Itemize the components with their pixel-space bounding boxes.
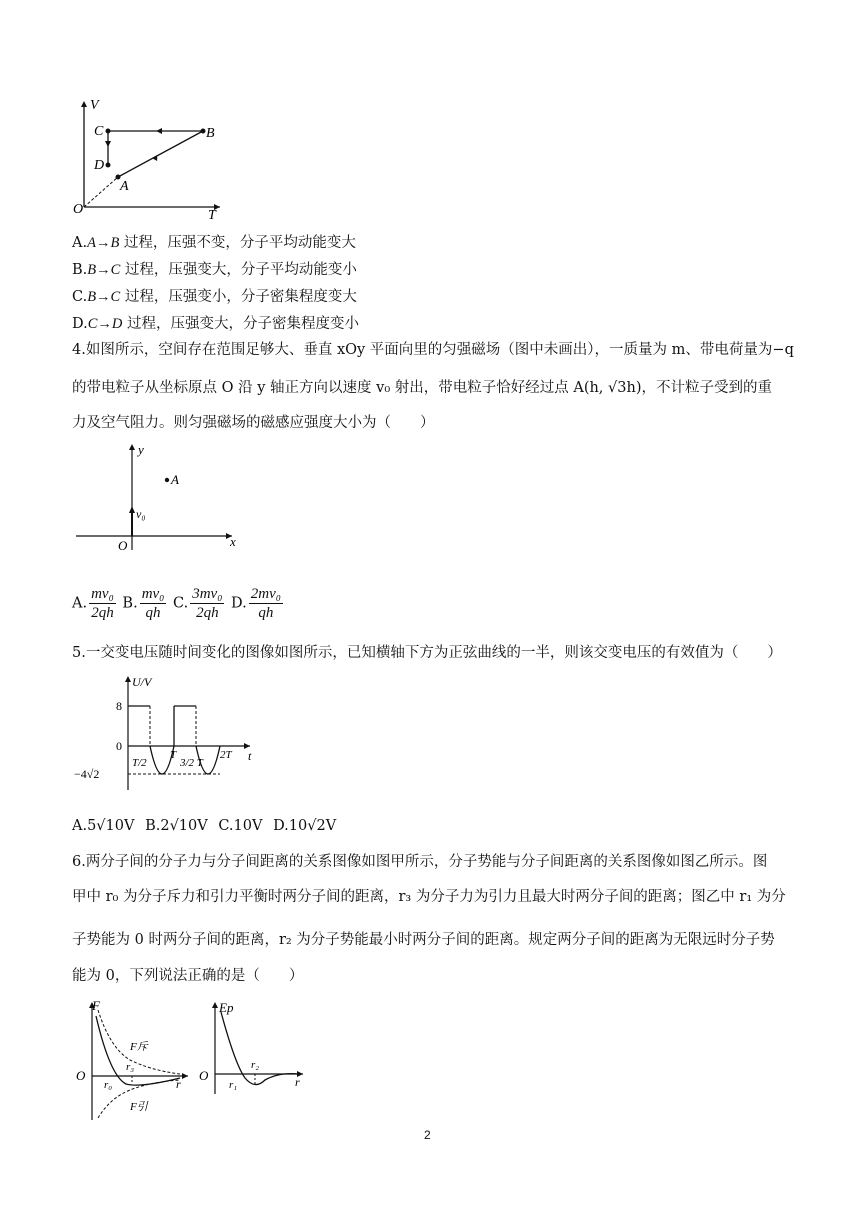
q6-stem-line4: 能为 0，下列说法正确的是（ ） bbox=[72, 968, 304, 984]
q5-option-a: A.5√10V bbox=[72, 818, 135, 834]
q5-axis-u-label: U/V bbox=[132, 675, 152, 689]
q5-option-d: D.10√2V bbox=[273, 818, 337, 834]
q6-figure-b bbox=[195, 998, 310, 1098]
q5-option-c: C.10V bbox=[218, 818, 263, 834]
q5-val-0: 0 bbox=[116, 739, 122, 753]
q4-figure bbox=[72, 440, 242, 555]
axis-v-label: V bbox=[90, 98, 99, 113]
q6b-r-label: r bbox=[295, 1075, 300, 1089]
q5-t-half: T/2 bbox=[132, 757, 147, 769]
q3-option-d: D.C→D 过程，压强变大，分子密集程度变小 bbox=[72, 316, 359, 332]
q6a-r0-label: r₀ bbox=[104, 1079, 113, 1091]
q4-origin-label: O bbox=[118, 538, 128, 553]
q6b-origin-label: O bbox=[199, 1068, 209, 1083]
q3-option-a: A.A→B 过程，压强不变，分子平均动能变大 bbox=[72, 235, 356, 251]
q6b-r2-label: r₂ bbox=[251, 1059, 260, 1071]
point-b-label: B bbox=[206, 126, 215, 141]
q4-v0-label: v₀ bbox=[136, 507, 146, 521]
q5-t-2T: 2T bbox=[220, 749, 232, 761]
point-d-label: D bbox=[94, 158, 105, 173]
q6a-r3-label: r₃ bbox=[126, 1061, 135, 1073]
q4-point-a-label: A bbox=[171, 472, 179, 487]
q3-option-c: C.B→C 过程，压强变小，分子密集程度变大 bbox=[72, 289, 357, 305]
q5-val-8: 8 bbox=[116, 699, 122, 713]
q6b-r1-label: r₁ bbox=[229, 1079, 238, 1091]
q6a-r-label: r bbox=[176, 1077, 181, 1091]
q6-figure-a bbox=[70, 998, 195, 1122]
q6-stem-line2: 甲中 r₀ 为分子斥力和引力平衡时两分子间的距离，r₃ 为分子力为引力且最大时两分子间的距离；图乙中 r₁ 为分 bbox=[72, 889, 786, 905]
q6b-ep-label: Ep bbox=[219, 1000, 234, 1015]
q6a-f-label: F bbox=[92, 998, 100, 1013]
q4-stem-line1: 4.如图所示，空间存在范围足够大、垂直 xOy 平面向里的匀强磁场（图中未画出），一质量为 m、带电荷量为−q bbox=[72, 342, 794, 358]
q4-option-a-frac: $\frac{\text{mv₀}}{2qh}$ bbox=[91, 586, 114, 621]
page-number: 2 bbox=[424, 1128, 431, 1142]
q4-stem-line3: 力及空气阻力。则匀强磁场的磁感应强度大小为（ ） bbox=[72, 415, 435, 431]
q4-x-label: x bbox=[230, 534, 236, 549]
origin-label: O bbox=[73, 202, 84, 217]
q4-option-d-frac: $\frac{\text{2mv₀}}{qh}$ bbox=[250, 586, 281, 621]
q6-stem-line1: 6.两分子间的分子力与分子间距离的关系图像如图甲所示，分子势能与分子间距离的关系图像如图乙所示。图 bbox=[72, 854, 768, 870]
q5-t-3half: 3/2 T bbox=[180, 757, 203, 769]
vt-diagram bbox=[70, 95, 230, 220]
point-a-label: A bbox=[120, 179, 129, 194]
q4-stem-line2: 的带电粒子从坐标原点 O 沿 y 轴正方向以速度 v₀ 射出，带电粒子恰好经过点 A(h, √3h)，不计粒子受到的重 bbox=[72, 380, 772, 396]
q6-stem-line3: 子势能为 0 时两分子间的距离，r₂ 为分子势能最小时两分子间的距离。规定两分子间的距离为无限远时分子势 bbox=[72, 932, 775, 948]
q6a-f-rep-label: F斥 bbox=[130, 1041, 148, 1053]
axis-t-label: T bbox=[208, 208, 216, 220]
q5-option-b: B.2√10V bbox=[145, 818, 208, 834]
q4-option-b-frac: $\frac{\text{mv₀}}{qh}$ bbox=[141, 586, 165, 621]
q5-options bbox=[72, 816, 336, 836]
q3-option-b: B.B→C 过程，压强变大，分子平均动能变小 bbox=[72, 262, 357, 278]
q4-y-label: y bbox=[138, 442, 144, 457]
q4-option-c-frac: $\frac{\text{3mv₀}}{2qh}$ bbox=[192, 586, 223, 621]
q4-options: A. $\frac{\text{mv₀}}{2qh}$ B. $\frac{\text{mv₀}}{qh}$ C. $\frac{\text{3mv₀}}{2qh}$ D. $\frac{\text{2mv₀}}{qh}$ bbox=[72, 586, 281, 621]
q5-val-neg: −4√2 bbox=[74, 767, 100, 781]
q6a-f-att-label: F引 bbox=[130, 1101, 148, 1113]
q5-t-T: T bbox=[170, 749, 177, 761]
q5-figure bbox=[70, 672, 260, 794]
q5-stem: 5.一交变电压随时间变化的图像如图所示，已知横轴下方为正弦曲线的一半，则该交变电压的有效值为（ ） bbox=[72, 645, 782, 661]
q6a-origin-label: O bbox=[76, 1068, 86, 1083]
point-c-label: C bbox=[94, 124, 104, 139]
q5-axis-t-label: t bbox=[248, 749, 252, 763]
